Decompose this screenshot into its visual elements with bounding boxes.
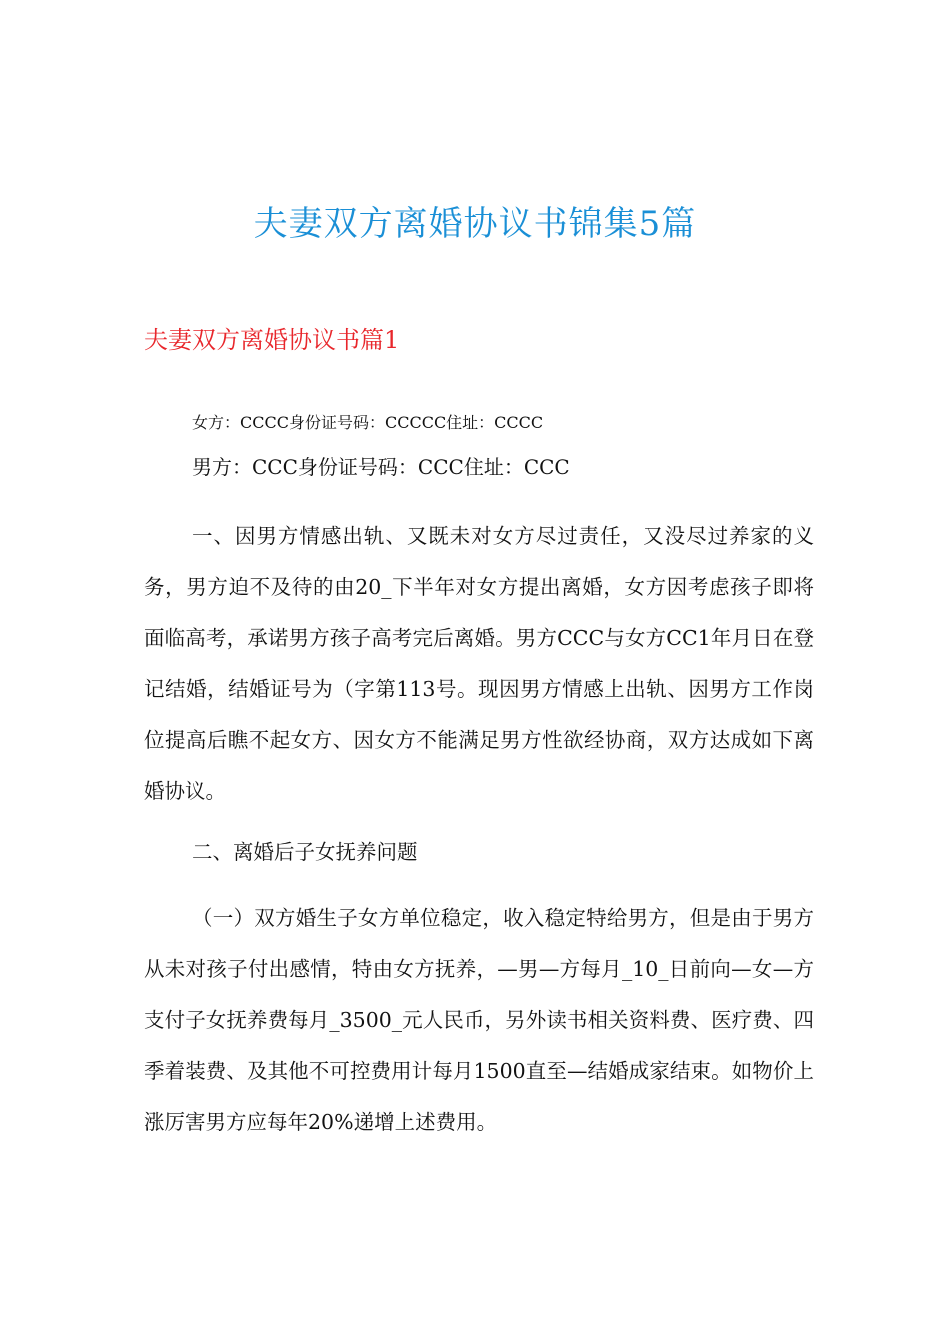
section-title: 夫妻双方离婚协议书篇1 xyxy=(144,326,400,354)
document-title: 夫妻双方离婚协议书锦集5篇 xyxy=(253,204,697,244)
paragraph-3: （一）双方婚生子女方单位稳定，收入稳定特给男方，但是由于男方从未对孩子付出感情，特由女方抚养，—男—方每月_10_日前向—女—方支付子女抚养费每月_3500_元人民币，另外读书相关资料费、医疗费、四季着装费、及其他不可控费用计每月1500直至—结婚成家结束。如物价上涨厉害男方应每年20%递增上述费用。 xyxy=(144,906,814,1134)
party-female-info: 女方：CCCC身份证号码：CCCCC住址：CCCC xyxy=(192,413,544,432)
paragraph-2: 二、离婚后子女抚养问题 xyxy=(192,840,418,864)
paragraph-1: 一、因男方情感出轨、又既未对女方尽过责任，又没尽过养家的义务，男方迫不及待的由20_下半年对女方提出离婚，女方因考虑孩子即将面临高考，承诺男方孩子高考完后离婚。男方CCC与女方CC1年月日在登记结婚，结婚证号为（字第113号。现因男方情感上出轨、因男方工作岗位提高后瞧不起女方、因女方不能满足男方性欲经协商，双方达成如下离婚协议。 xyxy=(144,524,814,803)
party-male-info: 男方：CCC身份证号码：CCC住址：CCC xyxy=(192,455,570,479)
